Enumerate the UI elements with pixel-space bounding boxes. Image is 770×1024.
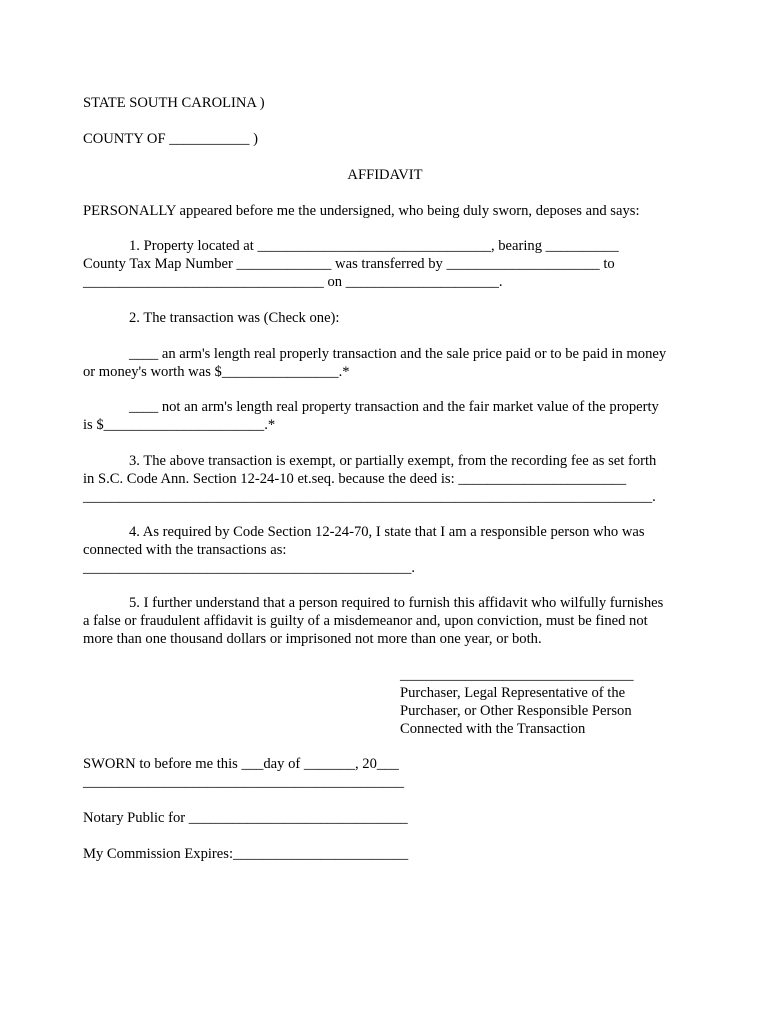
signature-caption-line3: Connected with the Transaction bbox=[400, 721, 586, 737]
item5-line2: a false or fraudulent affidavit is guilty of a misdemeanor and, upon conviction, must be fined not bbox=[83, 613, 648, 629]
signature-caption-line2: Purchaser, or Other Responsible Person bbox=[400, 703, 632, 719]
item4-line3: _____________________________________________. bbox=[83, 560, 416, 576]
item5-line1: 5. I further understand that a person required to furnish this affidavit who wilfully furnishes bbox=[129, 595, 664, 611]
item1-line3: _________________________________ on _____________________. bbox=[83, 274, 503, 290]
notary-signature-line: ____________________________________________ bbox=[83, 774, 405, 790]
item4-line2: connected with the transactions as: bbox=[83, 542, 287, 558]
item2-option-b-line1: ____ not an arm's length real property transaction and the fair market value of the property bbox=[129, 399, 659, 415]
item4-line1: 4. As required by Code Section 12-24-70, I state that I am a responsible person who was bbox=[129, 524, 645, 540]
commission-expires: My Commission Expires:________________________ bbox=[83, 846, 409, 862]
item1-line1: 1. Property located at ________________________________, bearing __________ bbox=[129, 238, 619, 254]
item3-line3: ______________________________________________________________________________. bbox=[83, 489, 656, 505]
item1-line2: County Tax Map Number _____________ was transferred by _____________________ to bbox=[83, 256, 615, 272]
item2-option-a-line1: ____ an arm's length real properly transaction and the sale price paid or to be paid in money bbox=[129, 346, 667, 362]
sworn-line: SWORN to before me this ___day of _______, 20___ bbox=[83, 756, 399, 772]
item3-line2: in S.C. Code Ann. Section 12-24-10 et.seq. because the deed is: _______________________ bbox=[83, 471, 627, 487]
item5-line3: more than one thousand dollars or imprisoned not more than one year, or both. bbox=[83, 631, 542, 647]
document-title: AFFIDAVIT bbox=[347, 167, 423, 183]
signature-caption-line1: Purchaser, Legal Representative of the bbox=[400, 685, 626, 701]
item2-option-a-line2: or money's worth was $________________.* bbox=[83, 364, 350, 380]
item2-heading: 2. The transaction was (Check one): bbox=[129, 310, 340, 326]
state-line: STATE SOUTH CAROLINA ) bbox=[83, 95, 265, 111]
county-line: COUNTY OF ___________ ) bbox=[83, 131, 258, 147]
item3-line1: 3. The above transaction is exempt, or partially exempt, from the recording fee as set forth bbox=[129, 453, 657, 469]
intro-paragraph: PERSONALLY appeared before me the undersigned, who being duly sworn, deposes and says: bbox=[83, 203, 640, 219]
item2-option-b-line2: is $______________________.* bbox=[83, 417, 276, 433]
notary-public-for: Notary Public for ______________________________ bbox=[83, 810, 408, 826]
purchaser-signature-line: ________________________________ bbox=[400, 667, 634, 683]
